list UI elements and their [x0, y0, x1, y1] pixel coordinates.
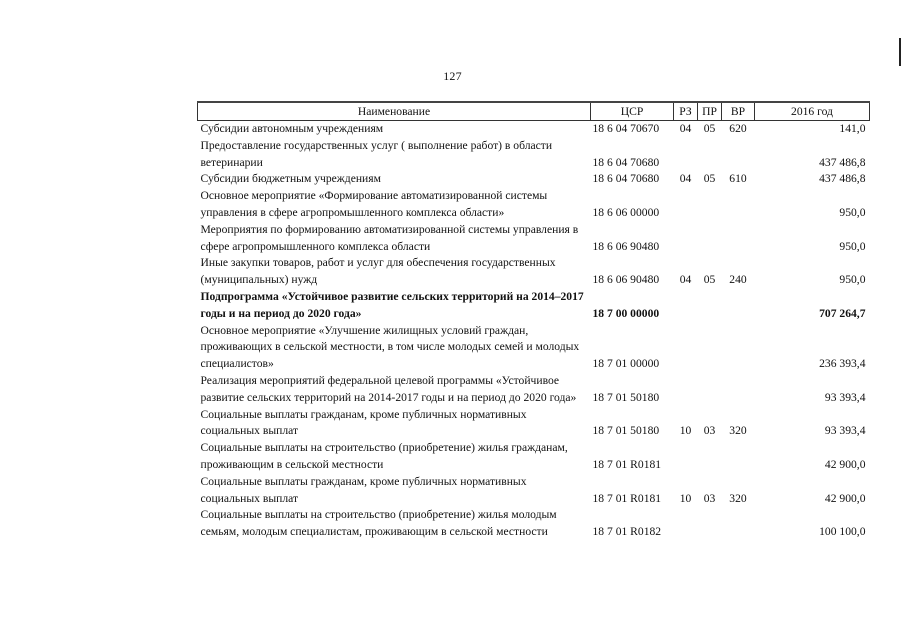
- table-row: [198, 323, 870, 373]
- cell-sum: 707 264,7: [819, 306, 866, 320]
- cell-pr: [698, 289, 722, 323]
- cell-rz: [674, 323, 698, 373]
- cell-csr: 18 6 04 70680: [592, 172, 660, 186]
- cell-csr: 18 7 01 R0182: [592, 525, 662, 539]
- cell-vr: 620: [729, 122, 747, 135]
- page-number: 127: [443, 69, 462, 83]
- cell-rz: [674, 507, 698, 541]
- cell-vr: [722, 373, 755, 407]
- cell-name: Субсидии автономным учреждениям: [200, 122, 384, 135]
- header-vr: ВР: [722, 102, 755, 121]
- header-pr: ПР: [698, 102, 722, 121]
- cell-vr: 320: [729, 424, 747, 438]
- table-row: [198, 474, 870, 508]
- cell-sum: 93 393,4: [824, 390, 866, 404]
- cell-sum: 42 900,0: [824, 491, 866, 505]
- cell-rz: 04: [679, 122, 692, 135]
- cell-csr: 18 7 01 R0181: [592, 457, 662, 471]
- cell-sum: 141,0: [839, 122, 866, 135]
- table-header: [198, 102, 870, 121]
- cell-csr: 18 6 04 70680: [592, 155, 660, 169]
- cell-name: Основное мероприятие «Формирование автоматизированной системы управления в сфере агропромышленного комплекса области»: [200, 189, 548, 219]
- cell-name: Иные закупки товаров, работ и услуг для обеспечения государственных (муниципальных) нужд: [200, 256, 556, 287]
- cell-rz: 04: [679, 273, 692, 287]
- cell-rz: [674, 222, 698, 256]
- table-row: [198, 171, 870, 188]
- cell-pr: [698, 323, 722, 373]
- cell-pr: 03: [703, 491, 716, 505]
- cell-vr: [722, 440, 755, 474]
- cell-pr: [698, 188, 722, 222]
- cell-pr: 05: [703, 273, 716, 287]
- cell-name: Социальные выплаты на строительство (приобретение) жилья гражданам, проживающим в сельской местности: [200, 441, 568, 471]
- cell-vr: 240: [729, 273, 747, 287]
- page-edge-mark: [899, 38, 901, 66]
- cell-pr: [698, 440, 722, 474]
- cell-sum: 950,0: [839, 205, 866, 219]
- cell-sum: 93 393,4: [824, 424, 866, 438]
- table-row: [198, 121, 870, 138]
- cell-name: Мероприятия по формированию автоматизированной системы управления в сфере агропромышленного комплекса области: [200, 222, 579, 253]
- cell-csr: 18 7 01 00000: [592, 357, 660, 371]
- header-row: [198, 102, 870, 121]
- cell-csr: 18 6 06 90480: [592, 273, 660, 287]
- header-name: Наименование: [198, 102, 591, 121]
- cell-sum: 950,0: [839, 239, 866, 253]
- cell-vr: [722, 507, 755, 541]
- table-row: [198, 373, 870, 407]
- cell-name: Социальные выплаты на строительство (приобретение) жилья молодым семьям, молодым специалистам, проживающим в сельской местности: [200, 508, 557, 539]
- cell-rz: 10: [679, 491, 692, 505]
- cell-vr: [722, 188, 755, 222]
- budget-table: [197, 101, 870, 541]
- cell-csr: 18 7 01 R0181: [592, 491, 662, 505]
- cell-pr: 05: [703, 122, 716, 135]
- cell-sum: 437 486,8: [819, 172, 866, 186]
- header-rz: РЗ: [674, 102, 698, 121]
- cell-name: Реализация мероприятий федеральной целевой программы «Устойчивое развитие сельских территорий на 2014-2017 годы и на период до 2020 года»: [200, 373, 577, 404]
- cell-vr: [722, 323, 755, 373]
- cell-vr: [722, 222, 755, 256]
- header-sum: 2016 год: [755, 102, 870, 121]
- cell-csr: 18 6 06 00000: [592, 205, 660, 219]
- cell-csr: 18 6 06 90480: [592, 239, 660, 253]
- cell-name: Подпрограмма «Устойчивое развитие сельских территорий на 2014–2017 годы и на период до 2020 года»: [200, 289, 584, 320]
- header-csr: ЦСР: [591, 102, 674, 121]
- table-row: [198, 138, 870, 172]
- table-row: [198, 255, 870, 289]
- cell-rz: [674, 440, 698, 474]
- cell-name: Социальные выплаты гражданам, кроме публичных нормативных социальных выплат: [200, 474, 527, 505]
- cell-vr: 320: [729, 491, 747, 505]
- cell-vr: 610: [729, 172, 747, 186]
- cell-csr: 18 7 01 50180: [592, 424, 660, 438]
- table-row: [198, 440, 870, 474]
- table-body: [198, 121, 870, 541]
- cell-sum: 950,0: [839, 273, 866, 287]
- cell-pr: [698, 373, 722, 407]
- cell-csr: 18 7 01 50180: [592, 390, 660, 404]
- cell-sum: 437 486,8: [819, 155, 866, 169]
- cell-vr: [722, 138, 755, 172]
- cell-rz: [674, 289, 698, 323]
- cell-rz: 04: [679, 172, 692, 186]
- cell-csr: 18 6 04 70670: [592, 122, 660, 135]
- cell-rz: [674, 138, 698, 172]
- cell-sum: 236 393,4: [819, 357, 866, 371]
- table-row: [198, 222, 870, 256]
- cell-name: Предоставление государственных услуг ( выполнение работ) в области ветеринарии: [200, 138, 553, 169]
- table-row: [198, 507, 870, 541]
- cell-name: Основное мероприятие «Улучшение жилищных условий граждан, проживающих в сельской местности, в том числе молодых семей и молодых специалистов»: [200, 323, 580, 371]
- cell-rz: [674, 188, 698, 222]
- cell-rz: 10: [679, 424, 692, 438]
- table-row: [198, 188, 870, 222]
- cell-vr: [722, 289, 755, 323]
- cell-name: Субсидии бюджетным учреждениям: [200, 172, 381, 186]
- cell-rz: [674, 373, 698, 407]
- cell-pr: [698, 138, 722, 172]
- cell-pr: [698, 507, 722, 541]
- cell-pr: [698, 222, 722, 256]
- cell-pr: 03: [703, 424, 716, 438]
- table-row: [198, 407, 870, 441]
- cell-sum: 42 900,0: [824, 457, 866, 471]
- cell-sum: 100 100,0: [819, 525, 866, 539]
- cell-csr: 18 7 00 00000: [592, 306, 660, 320]
- cell-name: Социальные выплаты гражданам, кроме публичных нормативных социальных выплат: [200, 407, 527, 438]
- cell-pr: 05: [703, 172, 716, 186]
- table-row: [198, 289, 870, 323]
